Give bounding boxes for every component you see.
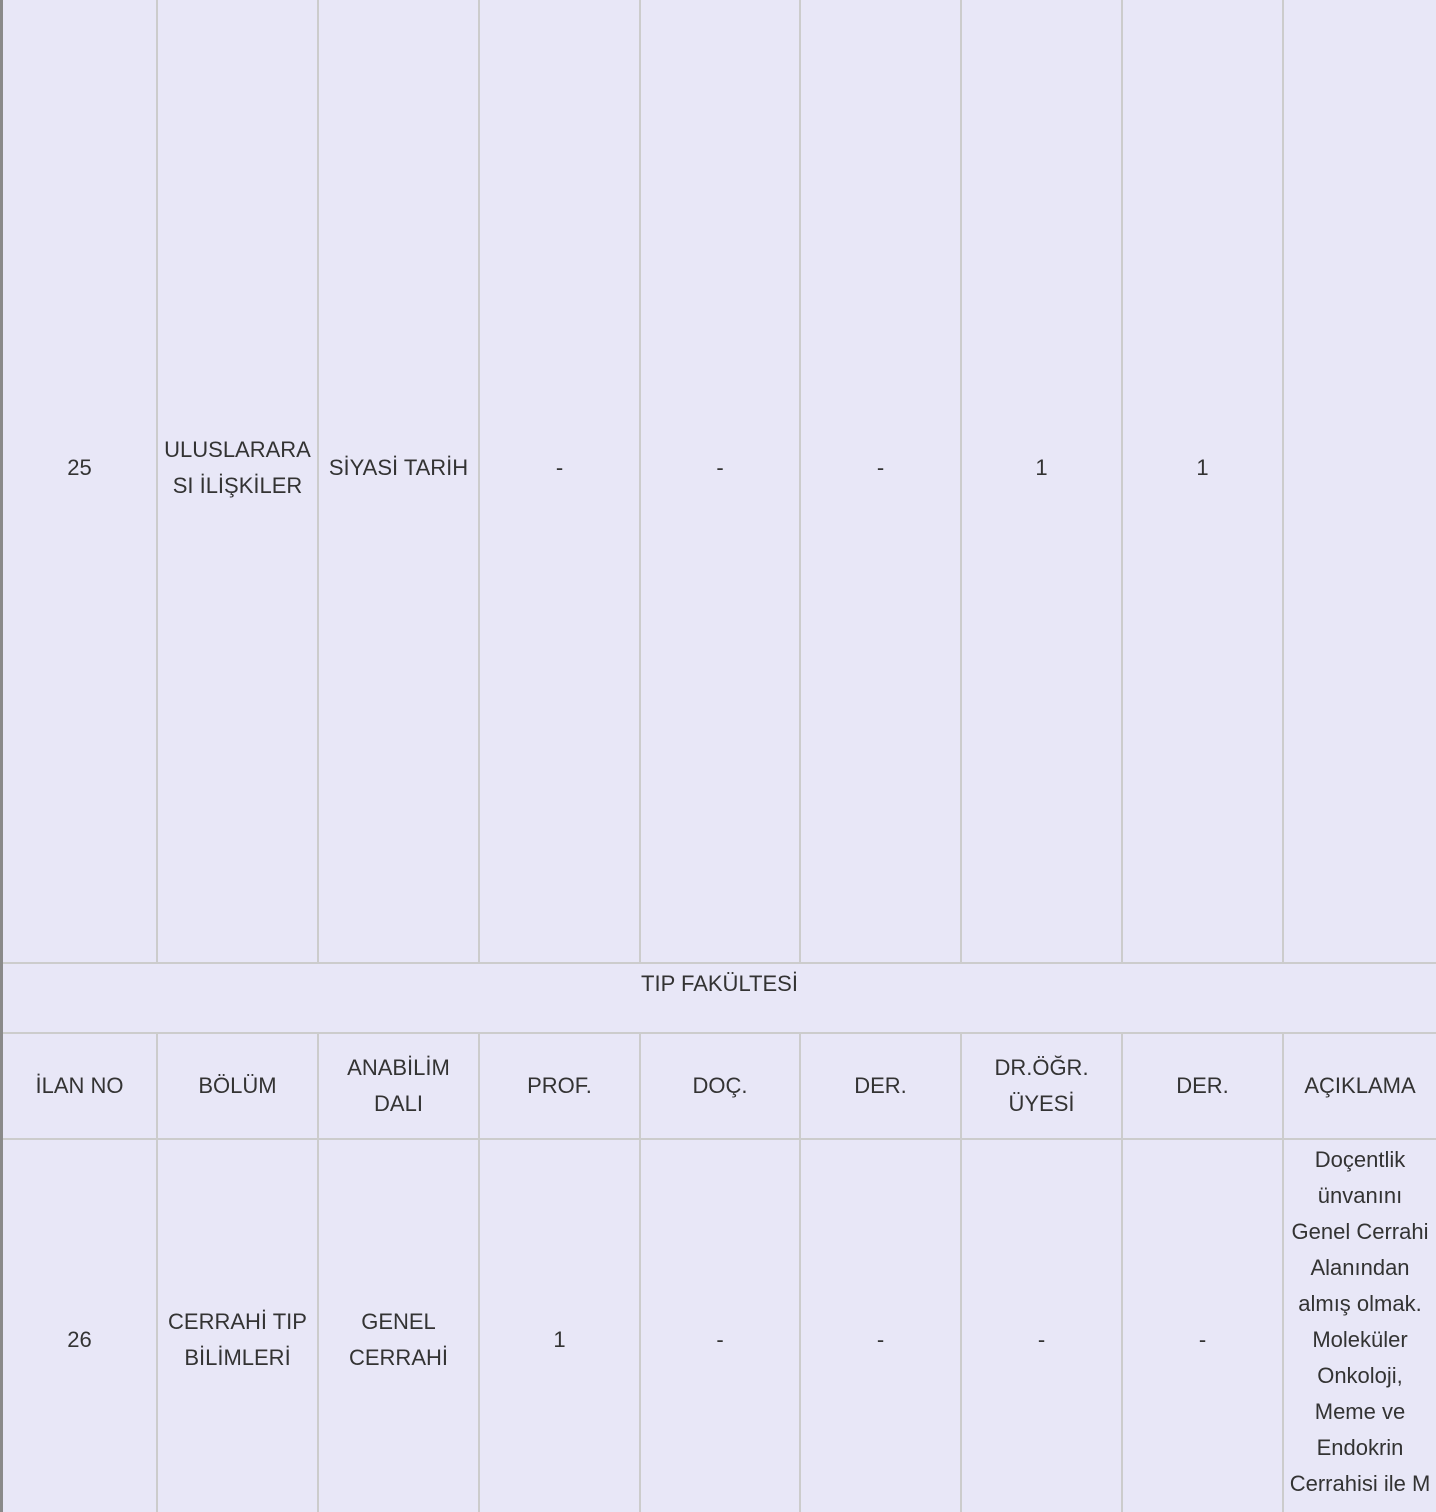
header-doc: DOÇ.: [641, 1034, 801, 1138]
header-anabilim-dali-label: ANABİLİM DALI: [347, 1055, 450, 1116]
anabilim-dali-cell: [319, 1140, 480, 1512]
anabilim-dali-text: GENEL CERRAHİ: [348, 1309, 448, 1370]
bolum-cell: [158, 1140, 319, 1512]
header-ilan-no: İLAN NO: [3, 1034, 158, 1138]
ilan-no-cell: 25: [3, 0, 158, 962]
announcement-table: [3, 0, 1436, 1512]
der-cell: -: [801, 0, 962, 962]
table-header-row: [3, 1034, 1436, 1140]
anabilim-dali-cell: SİYASİ TARİH: [319, 0, 480, 962]
table-row: [3, 0, 1436, 964]
header-dr-ogr-uyesi-label: DR.ÖĞR. ÜYESİ: [994, 1055, 1089, 1116]
der-cell-2: 1: [1123, 0, 1284, 962]
header-dr-ogr-uyesi: [962, 1034, 1123, 1138]
section-row: [3, 964, 1436, 1034]
dr-ogr-uyesi-cell: -: [962, 1140, 1123, 1512]
table-row: [3, 1140, 1436, 1512]
aciklama-text: Doçentlik ünvanını Genel Cerrahi Alanından almış olmak. Moleküler Onkoloji, Meme ve Endokrin Cerrahisi ile M: [1289, 1147, 1431, 1496]
doc-cell: -: [641, 1140, 801, 1512]
aciklama-cell: [1284, 1140, 1436, 1512]
header-der: DER.: [801, 1034, 962, 1138]
header-aciklama: AÇIKLAMA: [1304, 1073, 1416, 1098]
der-cell-2: -: [1123, 1140, 1284, 1512]
header-anabilim-dali: [319, 1034, 480, 1138]
header-prof: PROF.: [480, 1034, 641, 1138]
der-cell: -: [801, 1140, 962, 1512]
header-der-2: DER.: [1123, 1034, 1284, 1138]
bolum-text: CERRAHİ TIP BİLİMLERİ: [168, 1309, 307, 1370]
aciklama-cell: [1284, 0, 1436, 962]
dr-ogr-uyesi-cell: 1: [962, 0, 1123, 962]
ilan-no-cell: 26: [3, 1140, 158, 1512]
section-title: TIP FAKÜLTESİ: [641, 971, 798, 996]
prof-cell: 1: [480, 1140, 641, 1512]
header-bolum: BÖLÜM: [158, 1034, 319, 1138]
doc-cell: -: [641, 0, 801, 962]
prof-cell: -: [480, 0, 641, 962]
bolum-cell: ULUSLARARASI İLİŞKİLER: [158, 0, 319, 962]
